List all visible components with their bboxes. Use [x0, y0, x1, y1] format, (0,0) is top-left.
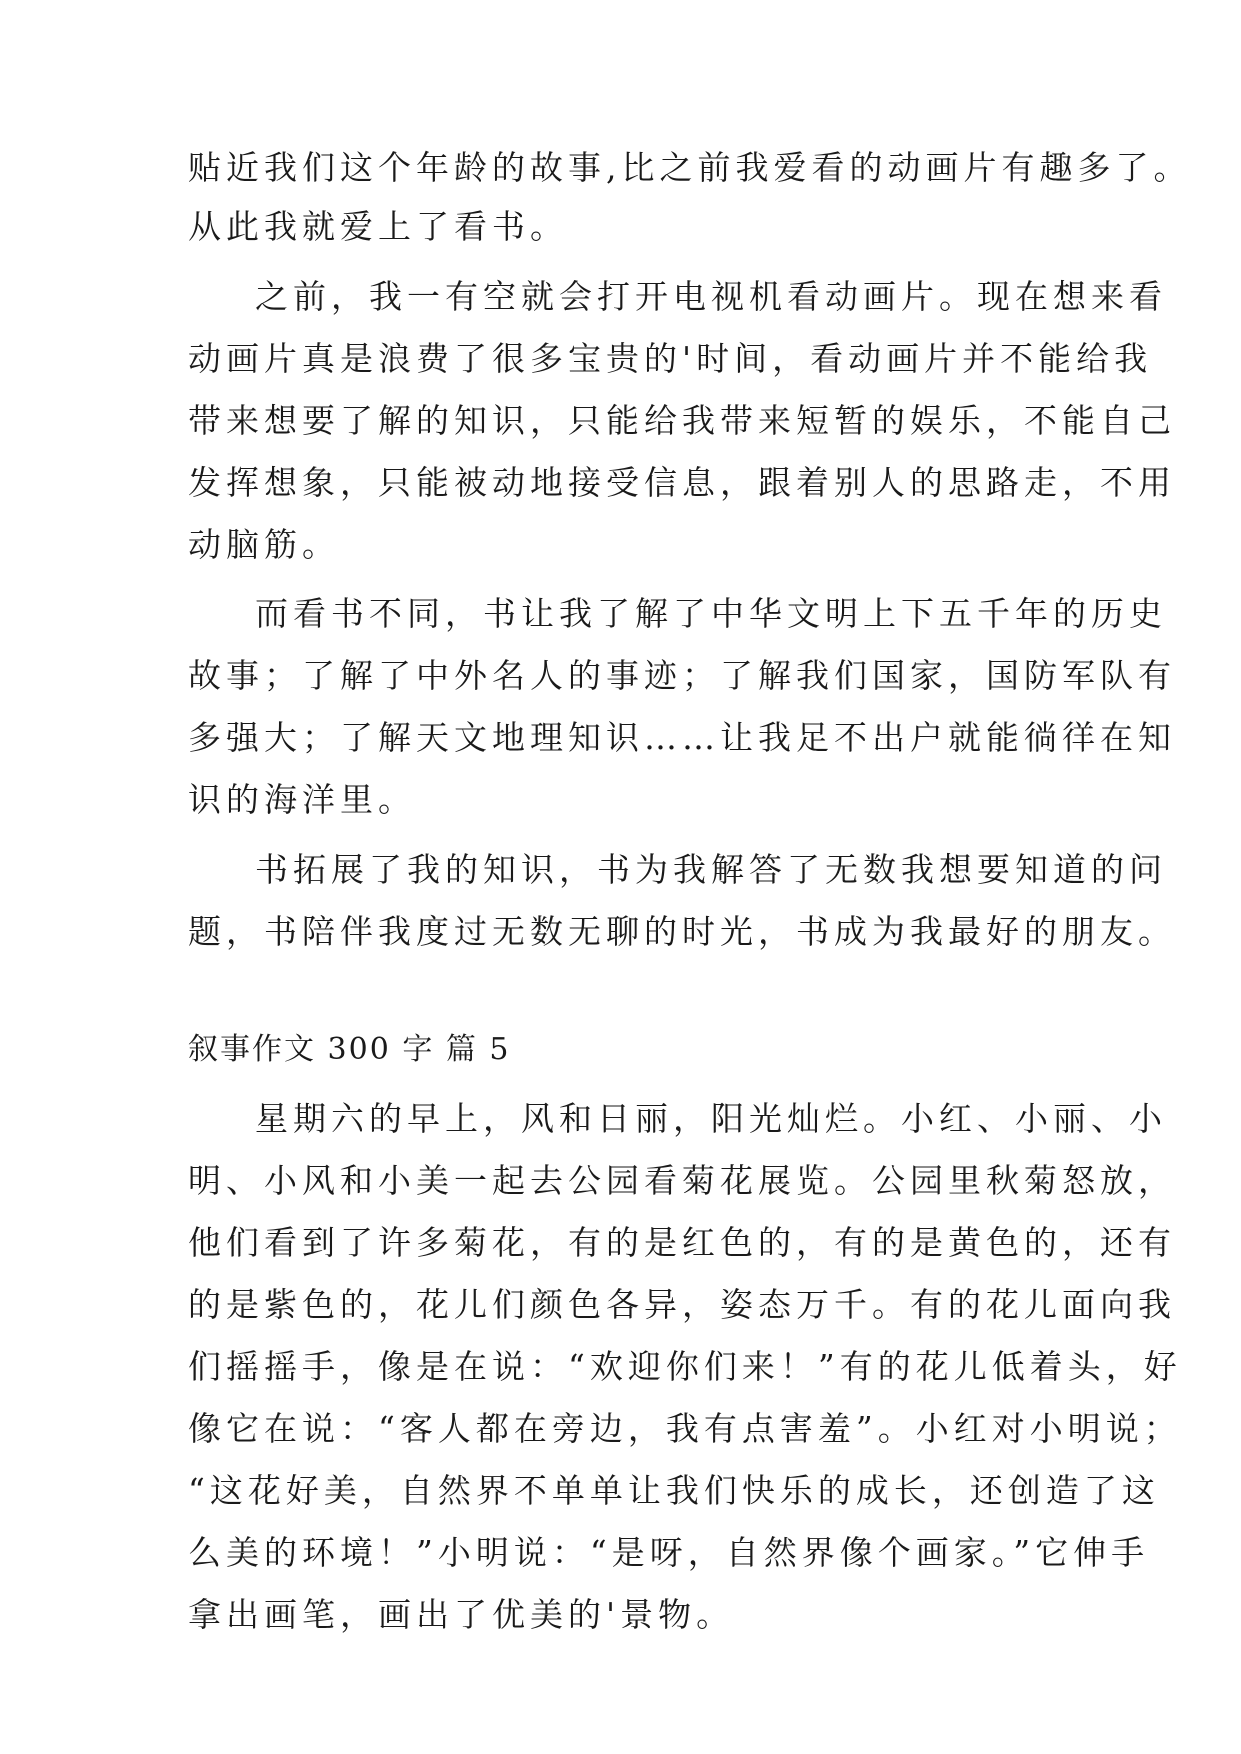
paragraph-2-line-3: 带来想要了解的知识，只能给我带来短暂的娱乐，不能自己 [188, 401, 1176, 440]
paragraph-5-line-6: 像它在说：“客人都在旁边，我有点害羞”。小红对小明说； [188, 1409, 1182, 1448]
paragraph-4-line-1: 书拓展了我的知识，书为我解答了无数我想要知道的问 [255, 850, 1167, 889]
paragraph-5-line-4: 的是紫色的，花儿们颜色各异，姿态万千。有的花儿面向我 [188, 1285, 1176, 1324]
paragraph-5-line-1: 星期六的早上，风和日丽，阳光灿烂。小红、小丽、小 [255, 1099, 1167, 1138]
paragraph-5-line-5: 们摇摇手，像是在说：“欢迎你们来！”有的花儿低着头，好 [188, 1347, 1182, 1386]
paragraph-5-line-2: 明、小风和小美一起去公园看菊花展览。公园里秋菊怒放， [188, 1161, 1176, 1200]
paragraph-3-line-2: 故事；了解了中外名人的事迹；了解我们国家，国防军队有 [188, 656, 1176, 695]
paragraph-2-line-4: 发挥想象，只能被动地接受信息，跟着别人的思路走，不用 [188, 463, 1176, 502]
paragraph-5-line-7: “这花好美，自然界不单单让我们快乐的成长，还创造了这 [188, 1471, 1160, 1510]
paragraph-2-line-2: 动画片真是浪费了很多宝贵的'时间，看动画片并不能给我 [188, 339, 1153, 378]
paragraph-3-line-3: 多强大；了解天文地理知识……让我足不出户就能徜徉在知 [188, 718, 1176, 757]
paragraph-1-line-2: 从此我就爱上了看书。 [188, 207, 568, 246]
paragraph-3-line-4: 识的海洋里。 [188, 780, 416, 819]
section-heading: 叙事作文 300 字 篇 5 [188, 1032, 511, 1067]
paragraph-5-line-9: 拿出画笔，画出了优美的'景物。 [188, 1595, 735, 1634]
paragraph-2-line-5: 动脑筋。 [188, 525, 340, 564]
paragraph-1-line-1: 贴近我们这个年龄的故事,比之前我爱看的动画片有趣多了。 [188, 148, 1192, 187]
paragraph-2-line-1: 之前，我一有空就会打开电视机看动画片。现在想来看 [255, 277, 1167, 316]
paragraph-5-line-8: 么美的环境！”小明说：“是呀，自然界像个画家。”它伸手 [188, 1533, 1150, 1572]
paragraph-3-line-1: 而看书不同，书让我了解了中华文明上下五千年的历史 [255, 594, 1167, 633]
paragraph-4-line-2: 题，书陪伴我度过无数无聊的时光，书成为我最好的朋友。 [188, 912, 1176, 951]
paragraph-5-line-3: 他们看到了许多菊花，有的是红色的，有的是黄色的，还有 [188, 1223, 1176, 1262]
